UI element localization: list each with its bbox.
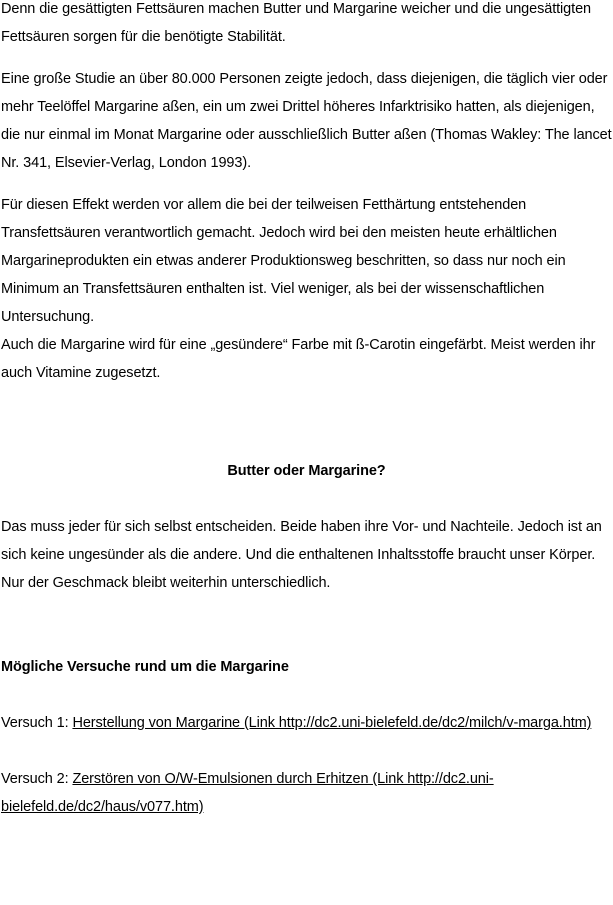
experiment-item-2 (1, 765, 612, 821)
paragraph-trans-fats: Für diesen Effekt werden vor allem die bei der teilweisen Fetthärtung entstehenden Transfettsäuren verantwortlich gemacht. Jedoch wird bei den meisten heute erhältlichen Margarineprodukten ein etwas anderer Produktionsweg beschritten, so dass nur noch ein Minimum an Transfettsäuren enthalten ist. Viel weniger, als bei der wissenschaftlichen Untersuchung. (1, 197, 566, 325)
experiment-2-prefix: Versuch 2: (1, 771, 73, 787)
section-heading-butter-or-margarine: Butter oder Margarine? (227, 463, 386, 479)
section-heading-experiments: Mögliche Versuche rund um die Margarine (1, 659, 289, 675)
paragraph-carotin: Auch die Margarine wird für eine „gesündere“ Farbe mit ß-Carotin eingefärbt. Meist werden ihr auch Vitamine zugesetzt. (1, 337, 596, 381)
experiment-1-prefix: Versuch 1: (1, 715, 73, 731)
paragraph-study: Eine große Studie an über 80.000 Personen zeigte jedoch, dass diejenigen, die täglich vier oder mehr Teelöffel Margarine aßen, ein um zwei Drittel höheres Infarktrisiko hatten, als diejenigen, die nur einmal im Monat Margarine oder ausschließlich Butter aßen (Thomas Wakley: The lancet Nr. 341, Elsevier-Verlag, London 1993). (1, 71, 612, 171)
experiment-2-link[interactable]: Zerstören von O/W-Emulsionen durch Erhitzen (Link http://dc2.uni-bielefeld.de/dc2/haus/v077.htm) (1, 771, 494, 815)
experiment-item-1 (1, 709, 612, 737)
experiment-1-link[interactable]: Herstellung von Margarine (Link http://dc2.uni-bielefeld.de/dc2/milch/v-marga.htm) (72, 715, 592, 731)
paragraph-conclusion: Das muss jeder für sich selbst entscheiden. Beide haben ihre Vor- und Nachteile. Jedoch ist an sich keine ungesünder als die andere. Und die enthaltenen Inhaltsstoffe braucht unser Körper. Nur der Geschmack bleibt weiterhin unterschiedlich. (1, 519, 602, 591)
paragraph-saturated-fats: Denn die gesättigten Fettsäuren machen Butter und Margarine weicher und die ungesättigten Fettsäuren sorgen für die benötigte Stabilität. (1, 1, 592, 45)
